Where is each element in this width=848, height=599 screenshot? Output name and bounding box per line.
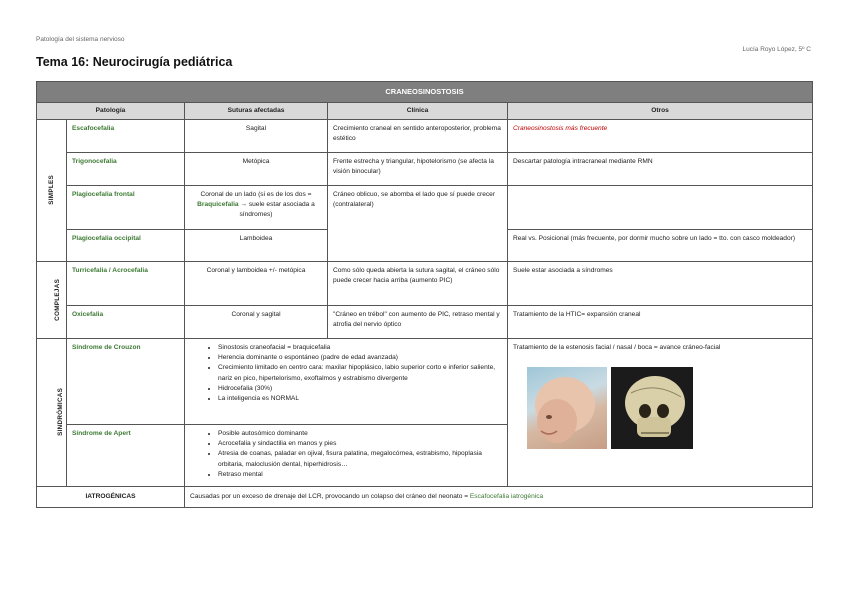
escafocefalia-otros: Craneosinostosis más frecuente [508, 119, 813, 152]
list-item: • Posible autosómico dominante [218, 429, 502, 439]
apert-name: Síndrome de Apert [67, 424, 185, 486]
trigonocefalia-otros: Descartar patología intracraneal mediante RMN [508, 152, 813, 185]
oxicefalia-name: Oxicefalia [67, 305, 185, 338]
table-banner: CRANEOSINOSTOSIS [37, 82, 813, 103]
trigonocefalia-clinica: Frente estrecha y triangular, hipotelorismo (se afecta la visión binocular) [328, 152, 508, 185]
plagiocefalia-frontal-name: Plagiocefalia frontal [67, 185, 185, 229]
column-header-patologia: Patología [37, 102, 185, 119]
plagiocefalia-occipital-otros: Real vs. Posicional (más frecuente, por dormir mucho sobre un lado = tto. con casco moldeador) [508, 229, 813, 261]
list-item: • Retraso mental [218, 470, 502, 480]
iatrogenicas-name: IATROGÉNICAS [37, 486, 185, 507]
turricefalia-otros: Suele estar asociada a síndromes [508, 261, 813, 305]
crouzon-name: Síndrome de Crouzon [67, 338, 185, 424]
list-item: • Atresia de coanas, paladar en ojival, fisura palatina, megalocórnea, estrabismo, hipoplasia orbitaria, maloclusión dental, hiperhidrosis… [218, 449, 502, 469]
escafocefalia-clinica: Crecimiento craneal en sentido anteroposterior, problema estético [328, 119, 508, 152]
apert-description [185, 424, 508, 486]
turricefalia-suturas: Coronal y lamboidea +/- metópica [185, 261, 328, 305]
plagiocefalia-clinica: Cráneo oblicuo, se abomba el lado que sí puede crecer (contralateral) [328, 185, 508, 261]
group-sindromicas: SINDRÓMICAS [37, 338, 67, 486]
craneosinostosis-table [36, 81, 813, 508]
list-item: • La inteligencia es NORMAL [218, 394, 502, 404]
column-header-clinica: Clínica [328, 102, 508, 119]
skull-photo [611, 367, 693, 449]
list-item: • Hidrocefalia (30%) [218, 384, 502, 394]
iatrogenicas-description: Causadas por un exceso de drenaje del LCR, provocando un colapso del cráneo del neonato = Escafocefalia iatrogénica [185, 486, 813, 507]
list-item: • Acrocefalia y sindactilia en manos y pies [218, 439, 502, 449]
group-simples: SIMPLES [37, 119, 67, 261]
infant-photo [527, 367, 607, 449]
trigonocefalia-suturas: Metópica [185, 152, 328, 185]
oxicefalia-suturas: Coronal y sagital [185, 305, 328, 338]
plagiocefalia-frontal-otros [508, 185, 813, 229]
plagiocefalia-frontal-suturas: Coronal de un lado (si es de los dos = Braquicefalia → suele estar asociada a síndromes) [185, 185, 328, 229]
page-title: Tema 16: Neurocirugía pediátrica [36, 55, 233, 69]
escafocefalia-suturas: Sagital [185, 119, 328, 152]
oxicefalia-clinica: "Cráneo en trébol" con aumento de PIC, retraso mental y atrofia del nervio óptico [328, 305, 508, 338]
list-item: • Herencia dominante o espontáneo (padre de edad avanzada) [218, 353, 502, 363]
list-item: • Crecimiento limitado en centro cara: maxilar hipoplásico, labio superior corto e inferior saliente, nariz en pico, hipertelorismo, exoftalmos y estrabismo divergente [218, 363, 502, 383]
turricefalia-clinica: Como sólo queda abierta la sutura sagital, el cráneo sólo puede crecer hacia arriba (aumento PIC) [328, 261, 508, 305]
trigonocefalia-name: Trigonocefalia [67, 152, 185, 185]
plagiocefalia-occipital-name: Plagiocefalia occipital [67, 229, 185, 261]
escafocefalia-name: Escafocefalia [67, 119, 185, 152]
sindromicas-otros: Tratamiento de la estenosis facial / nasal / boca = avance cráneo-facial [508, 338, 813, 486]
crouzon-description [185, 338, 508, 424]
list-item: • Sinostosis craneofacial = braquicefalia [218, 343, 502, 353]
subject-header: Patología del sistema nervioso [36, 36, 125, 43]
plagiocefalia-occipital-suturas: Lamboidea [185, 229, 328, 261]
column-header-suturas: Suturas afectadas [185, 102, 328, 119]
turricefalia-name: Turricefalia / Acrocefalia [67, 261, 185, 305]
oxicefalia-otros: Tratamiento de la HTIC= expansión craneal [508, 305, 813, 338]
author-header: Lucía Royo López, 5º C [742, 46, 811, 53]
column-header-otros: Otros [508, 102, 813, 119]
group-complejas: COMPLEJAS [37, 261, 67, 338]
